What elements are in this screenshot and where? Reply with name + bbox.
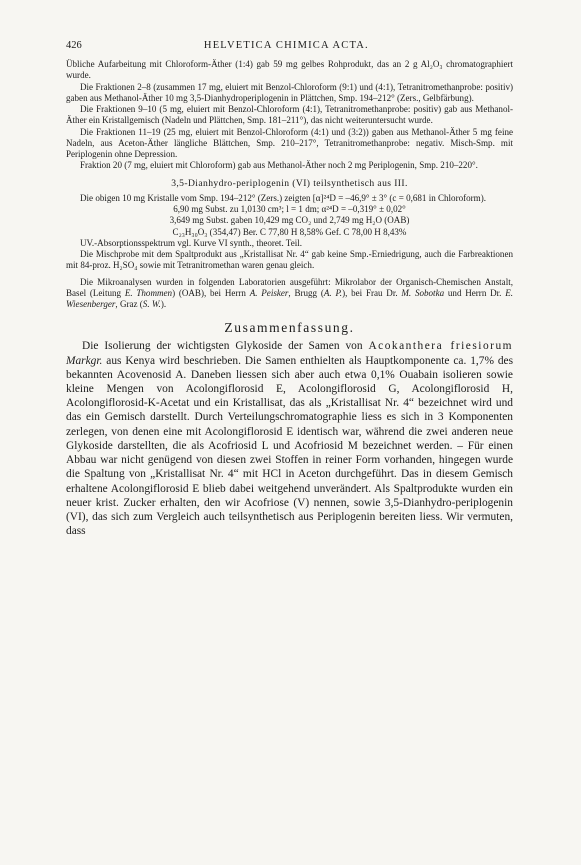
summary-section [66,339,513,538]
species-author: Markgr. [66,354,103,367]
person-name: E. Wiesenberger [66,287,514,310]
paragraph: Die obigen 10 mg Kristalle vom Smp. 194–212° (Zers.) zeigten [α]²⁴D = –46,9° ± 3° (c = 0,681 in Chloroform). [80,192,486,203]
person-name: E. Thommen [124,287,173,298]
running-header [66,40,513,51]
paragraph: Fraktion 20 (7 mg, eluiert mit Chloroform) gab aus Methanol-Äther noch 2 mg Periplogenin, Smp. 210–220°. [80,160,478,171]
formula-line: C₂₃H₃₀O₃ (354,47) Ber. C 77,80 H 8,58% Gef. C 78,00 H 8,43% [172,226,407,237]
page-number: 426 [66,40,82,51]
microanalysis-note: Die Mikroanalysen wurden in folgenden Laboratorien ausgeführt: Mikrolabor der Organisch-Chemischen Anstalt, Basel (Leitung E. Thommen) (OAB), bei Herrn A. Peisker, Brugg (A. P.), bei Frau Dr. M. Sobotka und Herrn Dr. E. Wiesenberger, Graz (S. W.). [66,276,514,310]
paragraph: Die Fraktionen 9–10 (5 mg, eluiert mit Benzol-Chloroform (4:1), Tetranitromethanprobe: positiv) gab aus Methanol-Äther ein Kristallgemisch (Nadeln und Plättchen, Smp. 181–211°), das nicht weiteruntersucht wurde. [66,104,513,126]
paragraph: Die Mischprobe mit dem Spaltprodukt aus „Kristallisat Nr. 4“ gab keine Smp.-Erniedrigung, auch die Farbreaktionen mit 84-proz. H₂SO₄ sowie mit Tetranitromethan waren genau gleich. [66,249,513,271]
paragraph: Die Fraktionen 2–8 (zusammen 17 mg, eluiert mit Benzol-Chloroform (9:1) und (4:1), Tetranitromethanprobe: positiv) gaben aus Methanol-Äther 10 mg 3,5-Dianhydroperiplogenin in Plättchen, Smp. 194–212° (Zers., Gelbfärbung). [66,81,513,103]
person-name: A. Peisker [249,287,289,298]
summary-heading: Zusammenfassung. [224,320,355,336]
experimental-section [66,59,513,310]
analysis-line: 3,649 mg Subst. gaben 10,429 mg CO₂ und 2,749 mg H₂O (OAB) [169,215,410,226]
species-name: Acokanthera friesiorum [368,340,514,353]
summary-paragraph: Die Isolierung der wichtigsten Glykoside der Samen von Acokanthera friesiorum Markgr. aus Kenya wird beschrieben. Die Samen enthielten als Hauptkomponente ca. 1,7% des bekannten Acovenosid A. Daneben liessen sich aber auch etwa 0,1% Ouabain isolieren sowie kleine Mengen von Acolongiflorosid E, Acolongiflorosid G, Acolongiflorosid H, Acolongiflorosid-K-Acetat und ein Kristallisat, das als „Kristallisat Nr. 4“ bezeichnet wird und das ein Gemisch darstellt. Durch Verteilungschromatographie liess es sich in 3 Komponenten zerlegen, von denen eine mit Acolongiflorosid E identisch war, während die zwei anderen neue Glykoside darstellten, die als Acofriosid L und Acofriosid M bezeichnet werden. – Für einen Abbau war nicht genügend von diesen zwei Stoffen in reiner Form vorhanden, hingegen wurde die Spaltung von „Kristallisat Nr. 4“ mit HCl in Aceton durchgeführt. Das in diesem Gemisch erhaltene Acolongiflorosid E blieb dabei weitgehend unverändert. Als Spaltprodukte wurden ein neuer krist. Zucker erhalten, den wir Acofriose (V) nennen, sowie 3,5-Dianhydro-periplogenin (VI), das sich zum Vergleich auch teilsynthetisch aus Periplogenin bereiten liess. Wir vermuten, dass [66,340,514,538]
measurement-line: 6,90 mg Subst. zu 1,0130 cm³; l = 1 dm; α²⁴D = –0,319° ± 0,02° [173,203,406,214]
section-subheading: 3,5-Dianhydro-periplogenin (VI) teilsynthetisch aus III. [171,177,408,189]
person-name: M. Sobotka [401,287,445,298]
paragraph: UV.-Absorptionsspektrum vgl. Kurve VI synth., theoret. Teil. [80,237,303,248]
paragraph: Die Fraktionen 11–19 (25 mg, eluiert mit Benzol-Chloroform (4:1) und (3:2)) gaben aus Methanol-Äther 5 mg feine Nadeln, aus Aceton-Äther längliche Blättchen, Smp. 210–217°, Tetranitromethanprobe: negativ. Misch-Smp. mit Periplogenin ohne Depression. [66,126,513,159]
paragraph: Übliche Aufarbeitung mit Chloroform-Äther (1:4) gab 59 mg gelbes Rohprodukt, das an 2 g Al₂O₃ chromatographiert wurde. [66,59,513,81]
journal-title: HELVETICA CHIMICA ACTA. [203,40,369,51]
